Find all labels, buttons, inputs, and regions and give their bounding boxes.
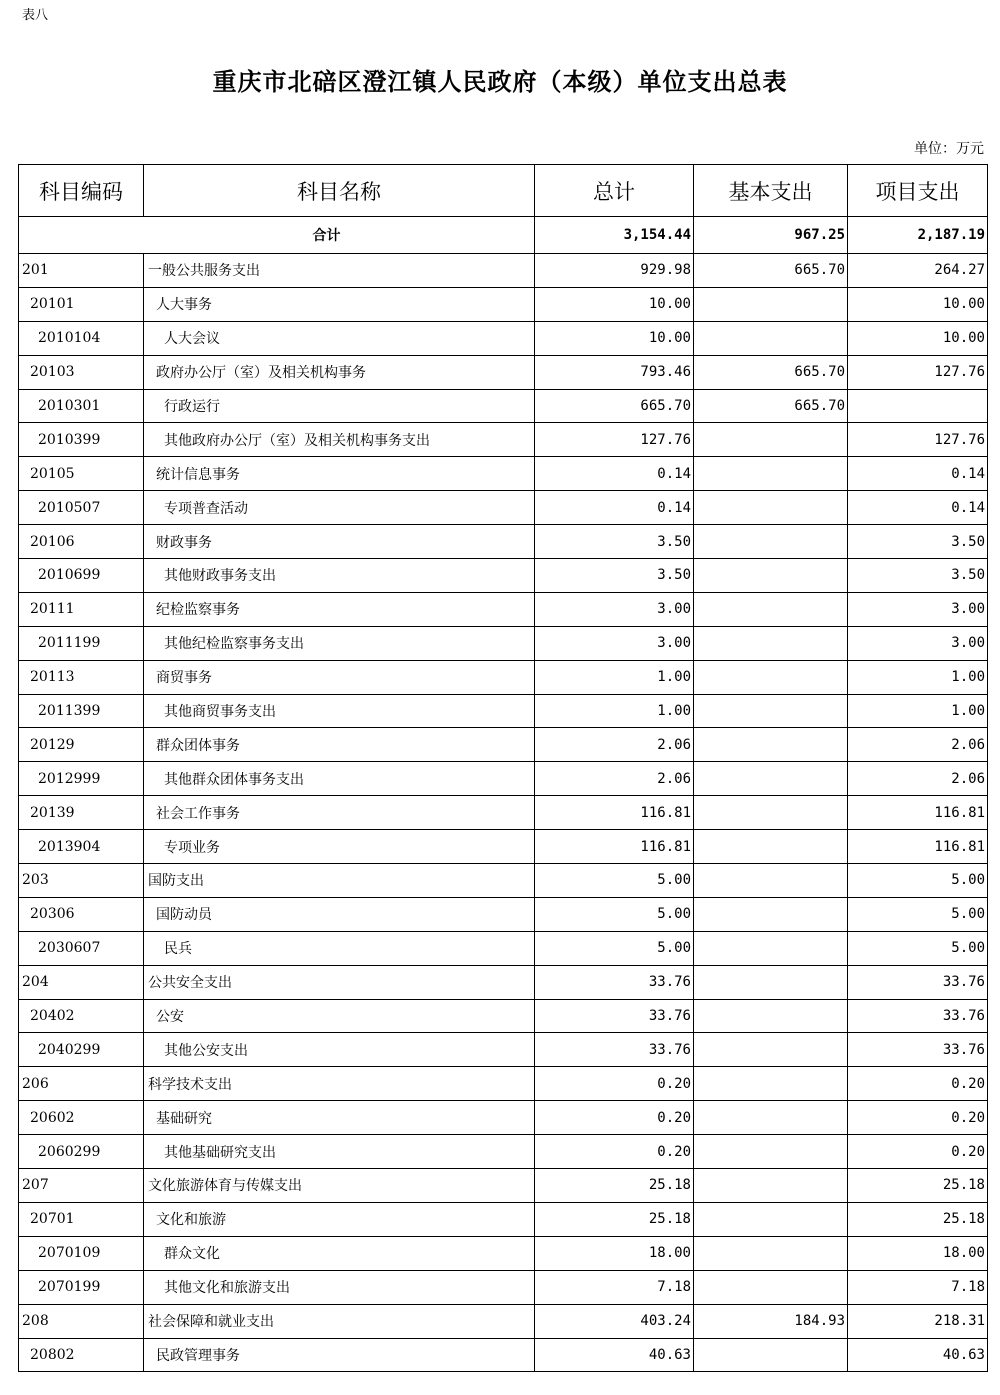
row-code: 20105 xyxy=(19,457,144,491)
row-total: 3.50 xyxy=(535,559,694,593)
table-row xyxy=(19,1067,988,1101)
row-total: 5.00 xyxy=(535,897,694,931)
row-code: 208 xyxy=(19,1304,144,1338)
row-total: 793.46 xyxy=(535,355,694,389)
row-basic xyxy=(694,762,848,796)
row-basic xyxy=(694,1169,848,1203)
table-row xyxy=(19,728,988,762)
table-number-label: 表八 xyxy=(22,8,49,23)
table-row xyxy=(19,796,988,830)
row-name: 商贸事务 xyxy=(144,660,535,694)
total-total: 3,154.44 xyxy=(535,217,694,254)
row-name: 社会工作事务 xyxy=(144,796,535,830)
row-code: 20701 xyxy=(19,1202,144,1236)
table-row xyxy=(19,592,988,626)
row-total: 3.00 xyxy=(535,592,694,626)
row-project: 25.18 xyxy=(848,1169,988,1203)
row-total: 1.00 xyxy=(535,660,694,694)
row-basic xyxy=(694,287,848,321)
row-name: 群众团体事务 xyxy=(144,728,535,762)
row-code: 2030607 xyxy=(19,931,144,965)
row-name: 其他政府办公厅（室）及相关机构事务支出 xyxy=(144,423,535,457)
table-row xyxy=(19,457,988,491)
row-basic xyxy=(694,830,848,864)
header-name: 科目名称 xyxy=(144,165,535,217)
header-code: 科目编码 xyxy=(19,165,144,217)
row-code: 207 xyxy=(19,1169,144,1203)
row-code: 2010699 xyxy=(19,559,144,593)
row-total: 33.76 xyxy=(535,1033,694,1067)
row-name: 其他商贸事务支出 xyxy=(144,694,535,728)
row-name: 群众文化 xyxy=(144,1236,535,1270)
total-row xyxy=(19,217,988,254)
row-code: 2040299 xyxy=(19,1033,144,1067)
row-basic: 665.70 xyxy=(694,355,848,389)
row-project: 127.76 xyxy=(848,423,988,457)
row-name: 科学技术支出 xyxy=(144,1067,535,1101)
row-total: 2.06 xyxy=(535,728,694,762)
row-project: 18.00 xyxy=(848,1236,988,1270)
row-total: 33.76 xyxy=(535,999,694,1033)
row-project: 5.00 xyxy=(848,897,988,931)
row-code: 206 xyxy=(19,1067,144,1101)
row-code: 2011199 xyxy=(19,626,144,660)
row-code: 2010104 xyxy=(19,321,144,355)
table-row xyxy=(19,1135,988,1169)
table-row xyxy=(19,694,988,728)
row-code: 2070199 xyxy=(19,1270,144,1304)
row-name: 社会保障和就业支出 xyxy=(144,1304,535,1338)
row-project xyxy=(848,389,988,423)
row-total: 403.24 xyxy=(535,1304,694,1338)
row-total: 10.00 xyxy=(535,321,694,355)
row-project: 0.20 xyxy=(848,1067,988,1101)
table-row xyxy=(19,423,988,457)
table-row xyxy=(19,626,988,660)
row-name: 文化和旅游 xyxy=(144,1202,535,1236)
row-basic: 184.93 xyxy=(694,1304,848,1338)
row-name: 基础研究 xyxy=(144,1101,535,1135)
row-name: 民兵 xyxy=(144,931,535,965)
row-project: 25.18 xyxy=(848,1202,988,1236)
table-row xyxy=(19,762,988,796)
table-row xyxy=(19,1202,988,1236)
table-row xyxy=(19,897,988,931)
table-row xyxy=(19,321,988,355)
page-title: 重庆市北碚区澄江镇人民政府（本级）单位支出总表 xyxy=(212,67,788,96)
row-basic xyxy=(694,321,848,355)
row-code: 20402 xyxy=(19,999,144,1033)
row-name: 国防支出 xyxy=(144,864,535,898)
row-project: 116.81 xyxy=(848,796,988,830)
row-code: 204 xyxy=(19,965,144,999)
row-project: 116.81 xyxy=(848,830,988,864)
row-total: 929.98 xyxy=(535,254,694,288)
header-basic: 基本支出 xyxy=(694,165,848,217)
row-basic: 665.70 xyxy=(694,254,848,288)
total-basic: 967.25 xyxy=(694,217,848,254)
row-code: 201 xyxy=(19,254,144,288)
table-row xyxy=(19,1270,988,1304)
row-code: 20103 xyxy=(19,355,144,389)
row-basic: 665.70 xyxy=(694,389,848,423)
row-total: 25.18 xyxy=(535,1169,694,1203)
table-row xyxy=(19,830,988,864)
row-project: 33.76 xyxy=(848,999,988,1033)
row-total: 0.20 xyxy=(535,1135,694,1169)
row-total: 665.70 xyxy=(535,389,694,423)
row-basic xyxy=(694,965,848,999)
row-basic xyxy=(694,1202,848,1236)
header-project: 项目支出 xyxy=(848,165,988,217)
row-total: 3.00 xyxy=(535,626,694,660)
row-basic xyxy=(694,1033,848,1067)
row-basic xyxy=(694,592,848,626)
row-project: 2.06 xyxy=(848,728,988,762)
row-basic xyxy=(694,864,848,898)
row-code: 20802 xyxy=(19,1338,144,1372)
row-basic xyxy=(694,931,848,965)
row-name: 其他群众团体事务支出 xyxy=(144,762,535,796)
row-basic xyxy=(694,694,848,728)
row-total: 5.00 xyxy=(535,931,694,965)
row-project: 10.00 xyxy=(848,321,988,355)
row-name: 专项业务 xyxy=(144,830,535,864)
row-total: 2.06 xyxy=(535,762,694,796)
table-row xyxy=(19,389,988,423)
row-name: 其他财政事务支出 xyxy=(144,559,535,593)
row-name: 其他公安支出 xyxy=(144,1033,535,1067)
table-row xyxy=(19,1101,988,1135)
row-name: 其他纪检监察事务支出 xyxy=(144,626,535,660)
row-total: 1.00 xyxy=(535,694,694,728)
row-project: 5.00 xyxy=(848,864,988,898)
table-row xyxy=(19,559,988,593)
row-project: 0.14 xyxy=(848,457,988,491)
row-project: 1.00 xyxy=(848,660,988,694)
row-name: 人大会议 xyxy=(144,321,535,355)
row-name: 公安 xyxy=(144,999,535,1033)
row-code: 203 xyxy=(19,864,144,898)
row-project: 264.27 xyxy=(848,254,988,288)
row-code: 20129 xyxy=(19,728,144,762)
row-total: 0.20 xyxy=(535,1101,694,1135)
row-total: 25.18 xyxy=(535,1202,694,1236)
row-code: 2060299 xyxy=(19,1135,144,1169)
total-label: 合计 xyxy=(19,217,535,254)
unit-label: 单位：万元 xyxy=(914,141,984,157)
table-row xyxy=(19,1033,988,1067)
row-code: 20602 xyxy=(19,1101,144,1135)
row-basic xyxy=(694,1270,848,1304)
row-name: 其他基础研究支出 xyxy=(144,1135,535,1169)
row-name: 民政管理事务 xyxy=(144,1338,535,1372)
row-name: 一般公共服务支出 xyxy=(144,254,535,288)
row-name: 公共安全支出 xyxy=(144,965,535,999)
row-name: 文化旅游体育与传媒支出 xyxy=(144,1169,535,1203)
row-project: 218.31 xyxy=(848,1304,988,1338)
row-project: 10.00 xyxy=(848,287,988,321)
row-code: 20101 xyxy=(19,287,144,321)
row-total: 0.20 xyxy=(535,1067,694,1101)
row-name: 国防动员 xyxy=(144,897,535,931)
row-total: 5.00 xyxy=(535,864,694,898)
row-name: 其他文化和旅游支出 xyxy=(144,1270,535,1304)
table-row xyxy=(19,355,988,389)
row-basic xyxy=(694,525,848,559)
row-total: 10.00 xyxy=(535,287,694,321)
table-row xyxy=(19,254,988,288)
row-basic xyxy=(694,491,848,525)
row-name: 行政运行 xyxy=(144,389,535,423)
row-project: 3.00 xyxy=(848,626,988,660)
table-row xyxy=(19,1304,988,1338)
row-project: 0.14 xyxy=(848,491,988,525)
row-basic xyxy=(694,660,848,694)
row-code: 20113 xyxy=(19,660,144,694)
row-name: 人大事务 xyxy=(144,287,535,321)
row-code: 20139 xyxy=(19,796,144,830)
row-total: 3.50 xyxy=(535,525,694,559)
table-row xyxy=(19,1236,988,1270)
row-basic xyxy=(694,457,848,491)
row-total: 18.00 xyxy=(535,1236,694,1270)
row-basic xyxy=(694,796,848,830)
row-total: 0.14 xyxy=(535,491,694,525)
total-project: 2,187.19 xyxy=(848,217,988,254)
row-project: 3.50 xyxy=(848,559,988,593)
table-row xyxy=(19,491,988,525)
table-row xyxy=(19,1169,988,1203)
header-total: 总计 xyxy=(535,165,694,217)
table-row xyxy=(19,999,988,1033)
row-code: 2070109 xyxy=(19,1236,144,1270)
table-row xyxy=(19,660,988,694)
row-code: 20306 xyxy=(19,897,144,931)
row-name: 纪检监察事务 xyxy=(144,592,535,626)
table-row xyxy=(19,864,988,898)
row-project: 3.00 xyxy=(848,592,988,626)
table-row xyxy=(19,287,988,321)
row-basic xyxy=(694,728,848,762)
row-basic xyxy=(694,1101,848,1135)
row-name: 统计信息事务 xyxy=(144,457,535,491)
row-code: 2010301 xyxy=(19,389,144,423)
row-basic xyxy=(694,1135,848,1169)
row-project: 127.76 xyxy=(848,355,988,389)
row-code: 2012999 xyxy=(19,762,144,796)
row-project: 1.00 xyxy=(848,694,988,728)
table-header-row xyxy=(19,165,988,217)
expenditure-table xyxy=(18,164,988,1372)
row-total: 116.81 xyxy=(535,796,694,830)
row-basic xyxy=(694,999,848,1033)
row-project: 3.50 xyxy=(848,525,988,559)
row-total: 7.18 xyxy=(535,1270,694,1304)
row-basic xyxy=(694,423,848,457)
row-basic xyxy=(694,559,848,593)
row-name: 政府办公厅（室）及相关机构事务 xyxy=(144,355,535,389)
table-row xyxy=(19,1338,988,1372)
row-project: 0.20 xyxy=(848,1135,988,1169)
row-basic xyxy=(694,1067,848,1101)
row-total: 33.76 xyxy=(535,965,694,999)
row-code: 20111 xyxy=(19,592,144,626)
row-basic xyxy=(694,1338,848,1372)
row-name: 财政事务 xyxy=(144,525,535,559)
row-code: 2011399 xyxy=(19,694,144,728)
row-total: 116.81 xyxy=(535,830,694,864)
row-project: 40.63 xyxy=(848,1338,988,1372)
table-row xyxy=(19,525,988,559)
row-total: 40.63 xyxy=(535,1338,694,1372)
row-basic xyxy=(694,1236,848,1270)
row-total: 0.14 xyxy=(535,457,694,491)
row-project: 2.06 xyxy=(848,762,988,796)
row-project: 7.18 xyxy=(848,1270,988,1304)
row-project: 5.00 xyxy=(848,931,988,965)
row-project: 33.76 xyxy=(848,965,988,999)
table-row xyxy=(19,965,988,999)
row-basic xyxy=(694,626,848,660)
row-total: 127.76 xyxy=(535,423,694,457)
table-row xyxy=(19,931,988,965)
row-basic xyxy=(694,897,848,931)
row-name: 专项普查活动 xyxy=(144,491,535,525)
row-code: 2010507 xyxy=(19,491,144,525)
row-project: 33.76 xyxy=(848,1033,988,1067)
row-project: 0.20 xyxy=(848,1101,988,1135)
row-code: 2013904 xyxy=(19,830,144,864)
row-code: 20106 xyxy=(19,525,144,559)
row-code: 2010399 xyxy=(19,423,144,457)
